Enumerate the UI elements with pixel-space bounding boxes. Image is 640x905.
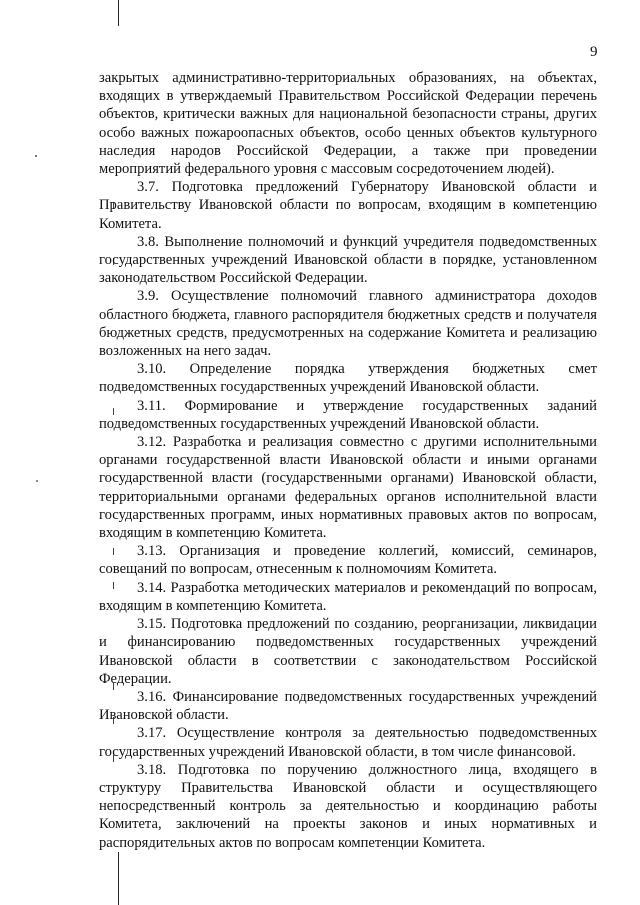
scan-edge-line-bottom [118,852,119,905]
paragraph-3-9: 3.9. Осуществление полномочий главного администратора доходов областного бюджета, главного распорядителя бюджетных средств и получателя бюджетных средств, предусмотренных на содержание Комитета и реализацию возложенных на него задач. [99,288,597,360]
paragraph-3-12: 3.12. Разработка и реализация совместно с другими исполнительными органами государственной власти Ивановской области и иными органами государственной власти (государственными органами) Ивановской области, территориальными органами федеральных органов исполнительной власти государственных программ, иных нормативных правовых актов по вопросам, входящим в компетенцию Комитета. [99,434,597,542]
scan-speck [36,480,38,482]
paragraph-3-7: 3.7. Подготовка предложений Губернатору Ивановской области и Правительству Ивановской области по вопросам, входящим в компетенцию Комитета. [99,179,597,232]
page-number: 9 [590,44,598,60]
paragraph-3-17: 3.17. Осуществление контроля за деятельностью подведомственных государственных учреждений Ивановской области, в том числе финансовой. [99,725,597,760]
paragraph-3-15: 3.15. Подготовка предложений по созданию, реорганизации, ликвидации и финансированию подведомственных государственных учреждений Ивановской области в соответствии с законодательством Российской Федерации. [99,616,597,687]
paragraph-3-8: 3.8. Выполнение полномочий и функций учредителя подведомственных государственных учреждений Ивановской области в порядке, установленном законодательством Российской Федерации. [99,233,597,287]
paragraph-3-14: 3.14. Разработка методических материалов и рекомендаций по вопросам, входящим в компетенцию Комитета. [99,579,597,614]
paragraph-continuation: закрытых административно-территориальных образованиях, на объектах, входящих в утверждаемый Правительством Российской Федерации перечень объектов, критически важных для национальной безопасности страны, других особо важных пожароопасных объектов, особо ценных объектов культурного наследия народов Российской Федерации, а также при проведении мероприятий федерального уровня с массовым сосредоточением людей). [99,70,597,178]
paragraph-3-16: 3.16. Финансирование подведомственных государственных учреждений Ивановской области. [99,688,597,724]
paragraph-3-10: 3.10. Определение порядка утверждения бюджетных смет подведомственных государственных учреждений Ивановской области. [99,361,597,396]
paragraph-3-11: 3.11. Формирование и утверждение государственных заданий подведомственных государственных учреждений Ивановской области. [99,397,597,432]
paragraph-3-18: 3.18. Подготовка по поручению должностного лица, входящего в структуру Правительства Ивановской области и осуществляющего непосредственный контроль за деятельностью и координацию работы Комитета, заключений на проекты законов и иных нормативных и распорядительных актов по вопросам компетенции Комитета. [99,761,597,851]
scan-speck [35,155,37,157]
document-body [99,69,597,852]
scan-edge-line-top [118,0,119,26]
paragraph-3-13: 3.13. Организация и проведение коллегий, комиссий, семинаров, совещаний по вопросам, отнесенным к полномочиям Комитета. [99,543,597,578]
